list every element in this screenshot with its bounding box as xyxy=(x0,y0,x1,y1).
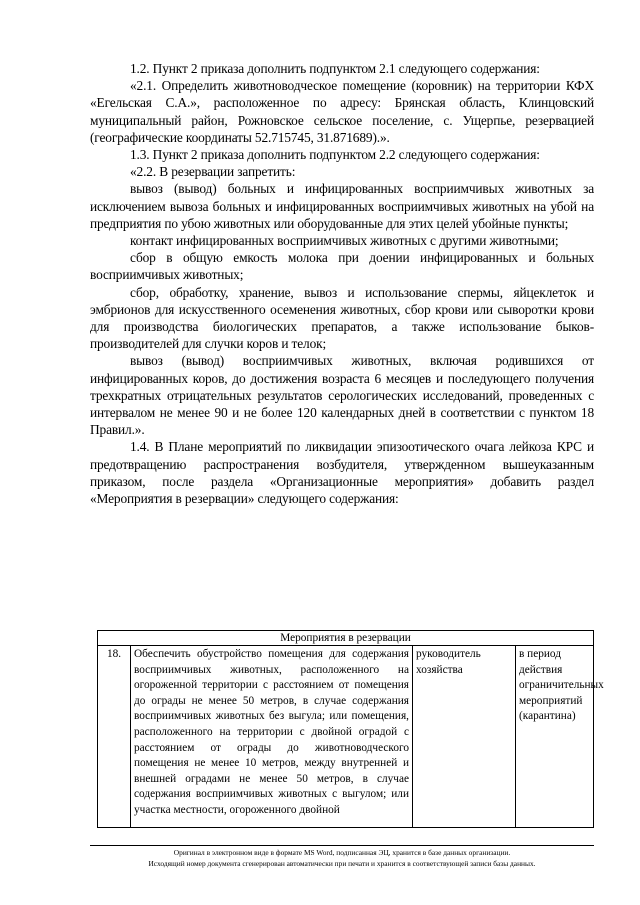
paragraph-2-2: «2.2. В резервации запретить: xyxy=(130,164,296,180)
paragraph-ban-milk: сбор в общую емкость молока при доении инфицированных и больных восприимчивых животных; xyxy=(90,250,594,283)
row-number: 18. xyxy=(98,646,131,828)
table-row xyxy=(98,646,594,828)
row-period: в период действия ограничительных мероприятий (карантина) xyxy=(516,646,594,828)
paragraph-ban-removal: вывоз (вывод) больных и инфицированных восприимчивых животных за исключением вывоза больных и инфицированных восприимчивых животных на убой на предприятия по убою животных или оборудованные для этих целей убойные пункты; xyxy=(90,181,594,231)
document-footer xyxy=(90,845,594,869)
measures-table xyxy=(97,630,604,828)
footer-line-1: Оригинал в электронном виде в формате MS Word, подписанная ЭЦ, хранится в базе данных организации. xyxy=(173,848,511,857)
paragraph-1-4: 1.4. В Плане мероприятий по ликвидации эпизоотического очага лейкоза КРС и предотвращению распространения возбудителя, утвержденном вышеуказанным приказом, после раздела «Организационные мероприятия» добавить раздел «Мероприятия в резервации» следующего содержания: xyxy=(90,439,594,507)
document-body xyxy=(90,60,594,507)
paragraph-ban-young: вывоз (вывод) восприимчивых животных, включая родившихся от инфицированных коров, до достижения возраста 6 месяцев и последующего получения трехкратных отрицательных результатов серологических исследований, проведенных с интервалом не менее 90 и не более 120 календарных дней в соответствии с пунктом 18 Правил.». xyxy=(90,353,594,438)
row-description xyxy=(131,646,413,828)
row-responsible: руководитель хозяйства xyxy=(413,646,516,828)
paragraph-2-1: «2.1. Определить животноводческое помещение (коровник) на территории КФХ «Егельская С.А.», расположенное по адресу: Брянская область, Клинцовский муниципальный район, Рожновское сельское поселение, с. Ущерпье, резервацией (географические координаты 52.715745, 31.871689).». xyxy=(90,78,594,145)
table-section-title: Мероприятия в резервации xyxy=(98,631,594,646)
row-description-text: Обеспечить обустройство помещения для содержания восприимчивых животных, расположенного на огороженной территории с расстоянием от помещения до ограды не менее 50 метров, в случае содержания восприимчивых животных без выгула; или помещения, расположенного на территории с двойной оградой с расстоянием от ограды до животноводческого помещения не менее 10 метров, между внутренней и внешней оградами не менее 50 метров, в случае содержания восприимчивых животных с выгулом; или участка местности, огороженного двойной xyxy=(134,648,409,816)
paragraph-ban-contact: контакт инфицированных восприимчивых животных с другими животными; xyxy=(130,233,559,249)
table-header-row xyxy=(98,631,594,646)
paragraph-ban-sperm: сбор, обработку, хранение, вывоз и использование спермы, яйцеклеток и эмбрионов для искусственного осеменения животных, сбор крови или сыворотки крови для производства биологических препаратов, а также использование быков-производителей для случки коров и телок; xyxy=(90,284,594,352)
paragraph-1-3: 1.3. Пункт 2 приказа дополнить подпунктом 2.2 следующего содержания: xyxy=(130,147,540,163)
paragraph-1-2: 1.2. Пункт 2 приказа дополнить подпунктом 2.1 следующего содержания: xyxy=(130,61,540,76)
footer-line-2: Исходящий номер документа сгенерирован автоматически при печати и хранится в соответствующей записи базы данных. xyxy=(148,858,536,868)
